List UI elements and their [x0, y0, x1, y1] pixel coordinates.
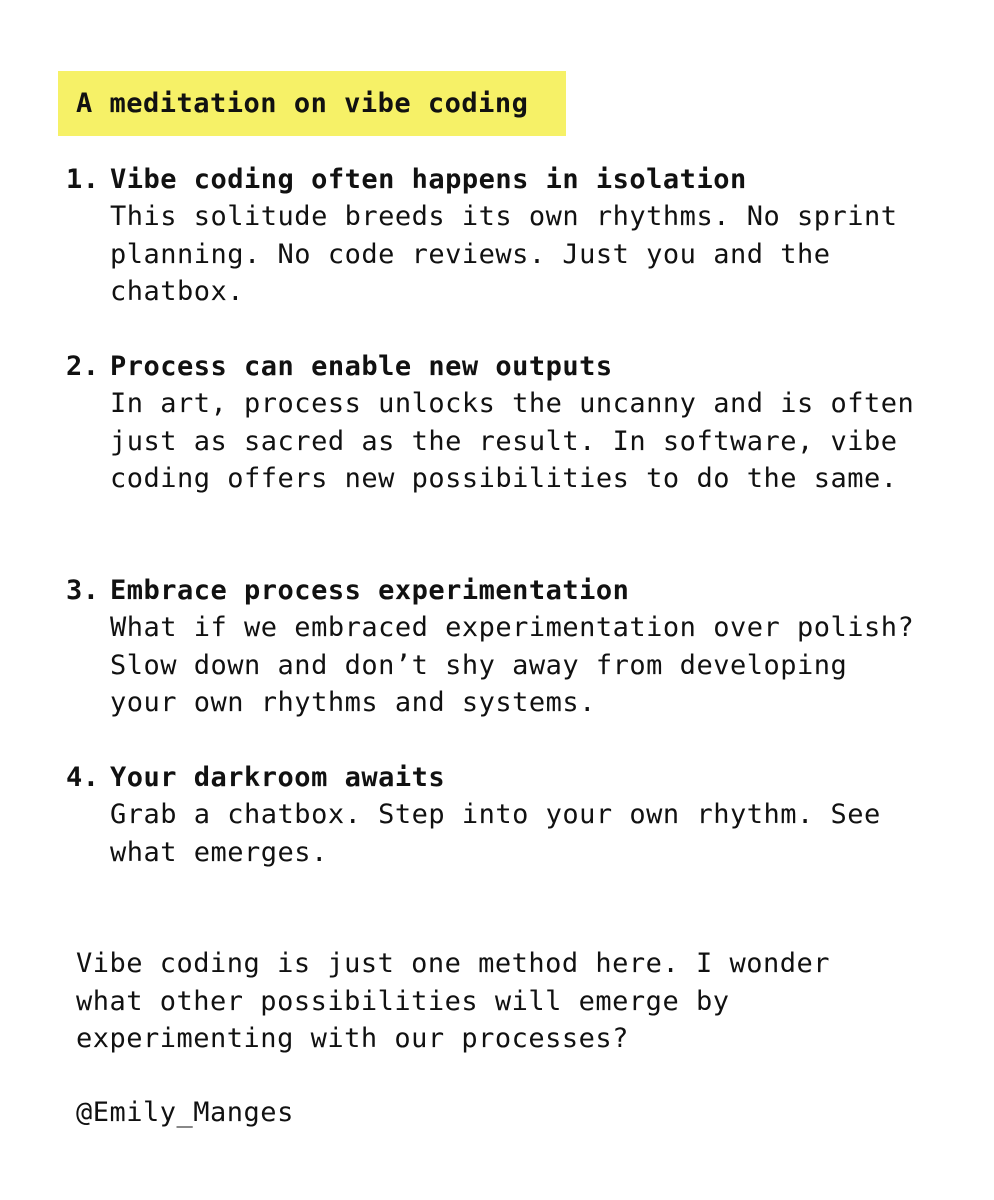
page-title: A meditation on vibe coding [76, 88, 529, 119]
author-handle: @Emily_Manges [76, 1097, 294, 1128]
list-item-body: What if we embraced experimentation over polish? Slow down and don’t shy away from developing your own rhythms and systems. [110, 612, 915, 718]
list-item-heading: Embrace process experimentation [110, 575, 630, 606]
list-item-number: 2. [66, 351, 100, 382]
list-item-heading: Process can enable new outputs [110, 351, 613, 382]
list-item-body: This solitude breeds its own rhythms. No sprint planning. No code reviews. Just you and the chatbox. [110, 201, 898, 307]
list-item-number: 3. [66, 575, 100, 606]
list-item-number: 1. [66, 164, 100, 195]
list-item-body: In art, process unlocks the uncanny and is often just as sacred as the result. In software, vibe coding offers new possibilities to do the same. [110, 388, 915, 494]
closing-paragraph: Vibe coding is just one method here. I wonder what other possibilities will emerge by experimenting with our processes? [76, 948, 830, 1054]
list-item-number: 4. [66, 762, 100, 793]
list-item-heading: Your darkroom awaits [110, 762, 446, 793]
list-item-heading: Vibe coding often happens in isolation [110, 164, 747, 195]
list-item-body: Grab a chatbox. Step into your own rhythm. See what emerges. [110, 799, 881, 868]
title-highlight [58, 71, 566, 136]
